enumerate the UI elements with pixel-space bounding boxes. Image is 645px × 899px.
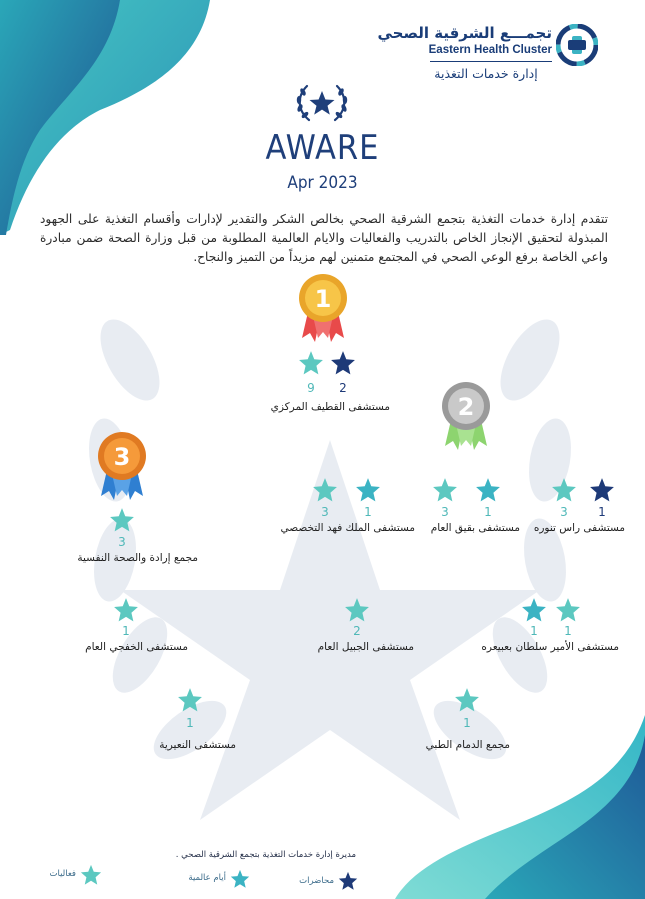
events-star-icon: [312, 477, 338, 503]
logo-department: إدارة خدمات التغذية: [434, 66, 538, 81]
hospital-name: مجمع الدمام الطبي: [425, 739, 510, 751]
hospital-count: 3: [441, 505, 449, 519]
legend-events-star-icon: [80, 864, 102, 886]
world-days-star-icon: [355, 477, 381, 503]
hospital-name: مستشفى الجبيل العام: [317, 641, 414, 653]
bronze-medal-icon: [95, 430, 149, 502]
hospital-count: 9: [307, 381, 315, 395]
hospital-name: مستشفى القطيف المركزي: [270, 401, 390, 413]
hospital-count: 1: [364, 505, 372, 519]
events-star-icon: [432, 477, 458, 503]
hospital-count: 1: [463, 716, 471, 730]
legend-world-days-star-icon: [230, 869, 250, 889]
hospital-name: مستشفى الملك فهد التخصصي: [280, 522, 415, 534]
hospital-count: 2: [339, 381, 347, 395]
gold-medal-rank: 1: [314, 285, 332, 313]
events-star-icon: [109, 507, 135, 533]
hospital-count: 1: [484, 505, 492, 519]
logo-english-name: Eastern Health Cluster: [428, 44, 552, 56]
events-star-icon: [298, 350, 324, 376]
hospital-count: 3: [560, 505, 568, 519]
hospital-name: مجمع إرادة والصحة النفسية: [77, 552, 198, 564]
hospital-name: مستشفى الخفجي العام: [85, 641, 188, 653]
page-title: AWARE: [265, 128, 380, 168]
events-star-icon: [551, 477, 577, 503]
events-star-icon: [177, 687, 203, 713]
events-star-icon: [344, 597, 370, 623]
events-star-icon: [113, 597, 139, 623]
hospital-name: مستشفى النعيرية: [159, 739, 236, 751]
hospital-count: 1: [530, 624, 538, 638]
intro-paragraph: تتقدم إدارة خدمات التغذية بتجمع الشرقية الصحي بخالص الشكر والتقدير لإدارات وأقسام التغذية على الجهود المبذولة لتحقيق الإنجاز الخاص بالتدريب والفعاليات والايام العالمية المطلوبة من قبل وزارة الصحة ضمن مبادرة واعي الخاصة برفع الوعي الصحي في المجتمع متمنين لهم مزيداً من التميز والنجاح.: [40, 212, 608, 264]
hospital-count: 1: [122, 624, 130, 638]
legend-events-label: فعاليات: [49, 869, 76, 879]
silver-medal-icon: [439, 380, 493, 452]
hospital-count: 3: [118, 535, 126, 549]
hospital-count: 2: [353, 624, 361, 638]
report-date: Apr 2023: [287, 173, 358, 193]
world-days-star-icon: [521, 597, 547, 623]
legend-lectures-label: محاضرات: [299, 876, 334, 886]
laurel-star-emblem-icon: [293, 80, 351, 124]
footer-note: مديرة إدارة خدمات التغذية بتجمع الشرقية الصحي .: [175, 850, 356, 860]
logo-arabic-name: تجمـــع الشرقية الصحي: [377, 24, 552, 42]
gold-medal-icon: [296, 272, 350, 344]
hospital-name: مستشفى بقيق العام: [430, 522, 520, 534]
legend-world-days-label: أيام عالمية: [188, 873, 226, 883]
eastern-health-cluster-logo-icon: [556, 24, 598, 66]
legend-lectures-star-icon: [338, 871, 358, 891]
world-days-star-icon: [475, 477, 501, 503]
hospital-count: 1: [598, 505, 606, 519]
hospital-name: مستشفى الأمير سلطان بعبيعره: [481, 641, 619, 653]
silver-medal-rank: 2: [457, 393, 475, 421]
lectures-star-icon: [589, 477, 615, 503]
hospital-count: 3: [321, 505, 329, 519]
events-star-icon: [454, 687, 480, 713]
hospital-name: مستشفى راس تنوره: [533, 522, 625, 534]
events-star-icon: [555, 597, 581, 623]
bronze-medal-rank: 3: [113, 443, 131, 471]
top-left-wave-decoration: [0, 0, 220, 240]
hospital-count: 1: [564, 624, 572, 638]
lectures-star-icon: [330, 350, 356, 376]
hospital-count: 1: [186, 716, 194, 730]
logo-divider: [430, 61, 552, 62]
